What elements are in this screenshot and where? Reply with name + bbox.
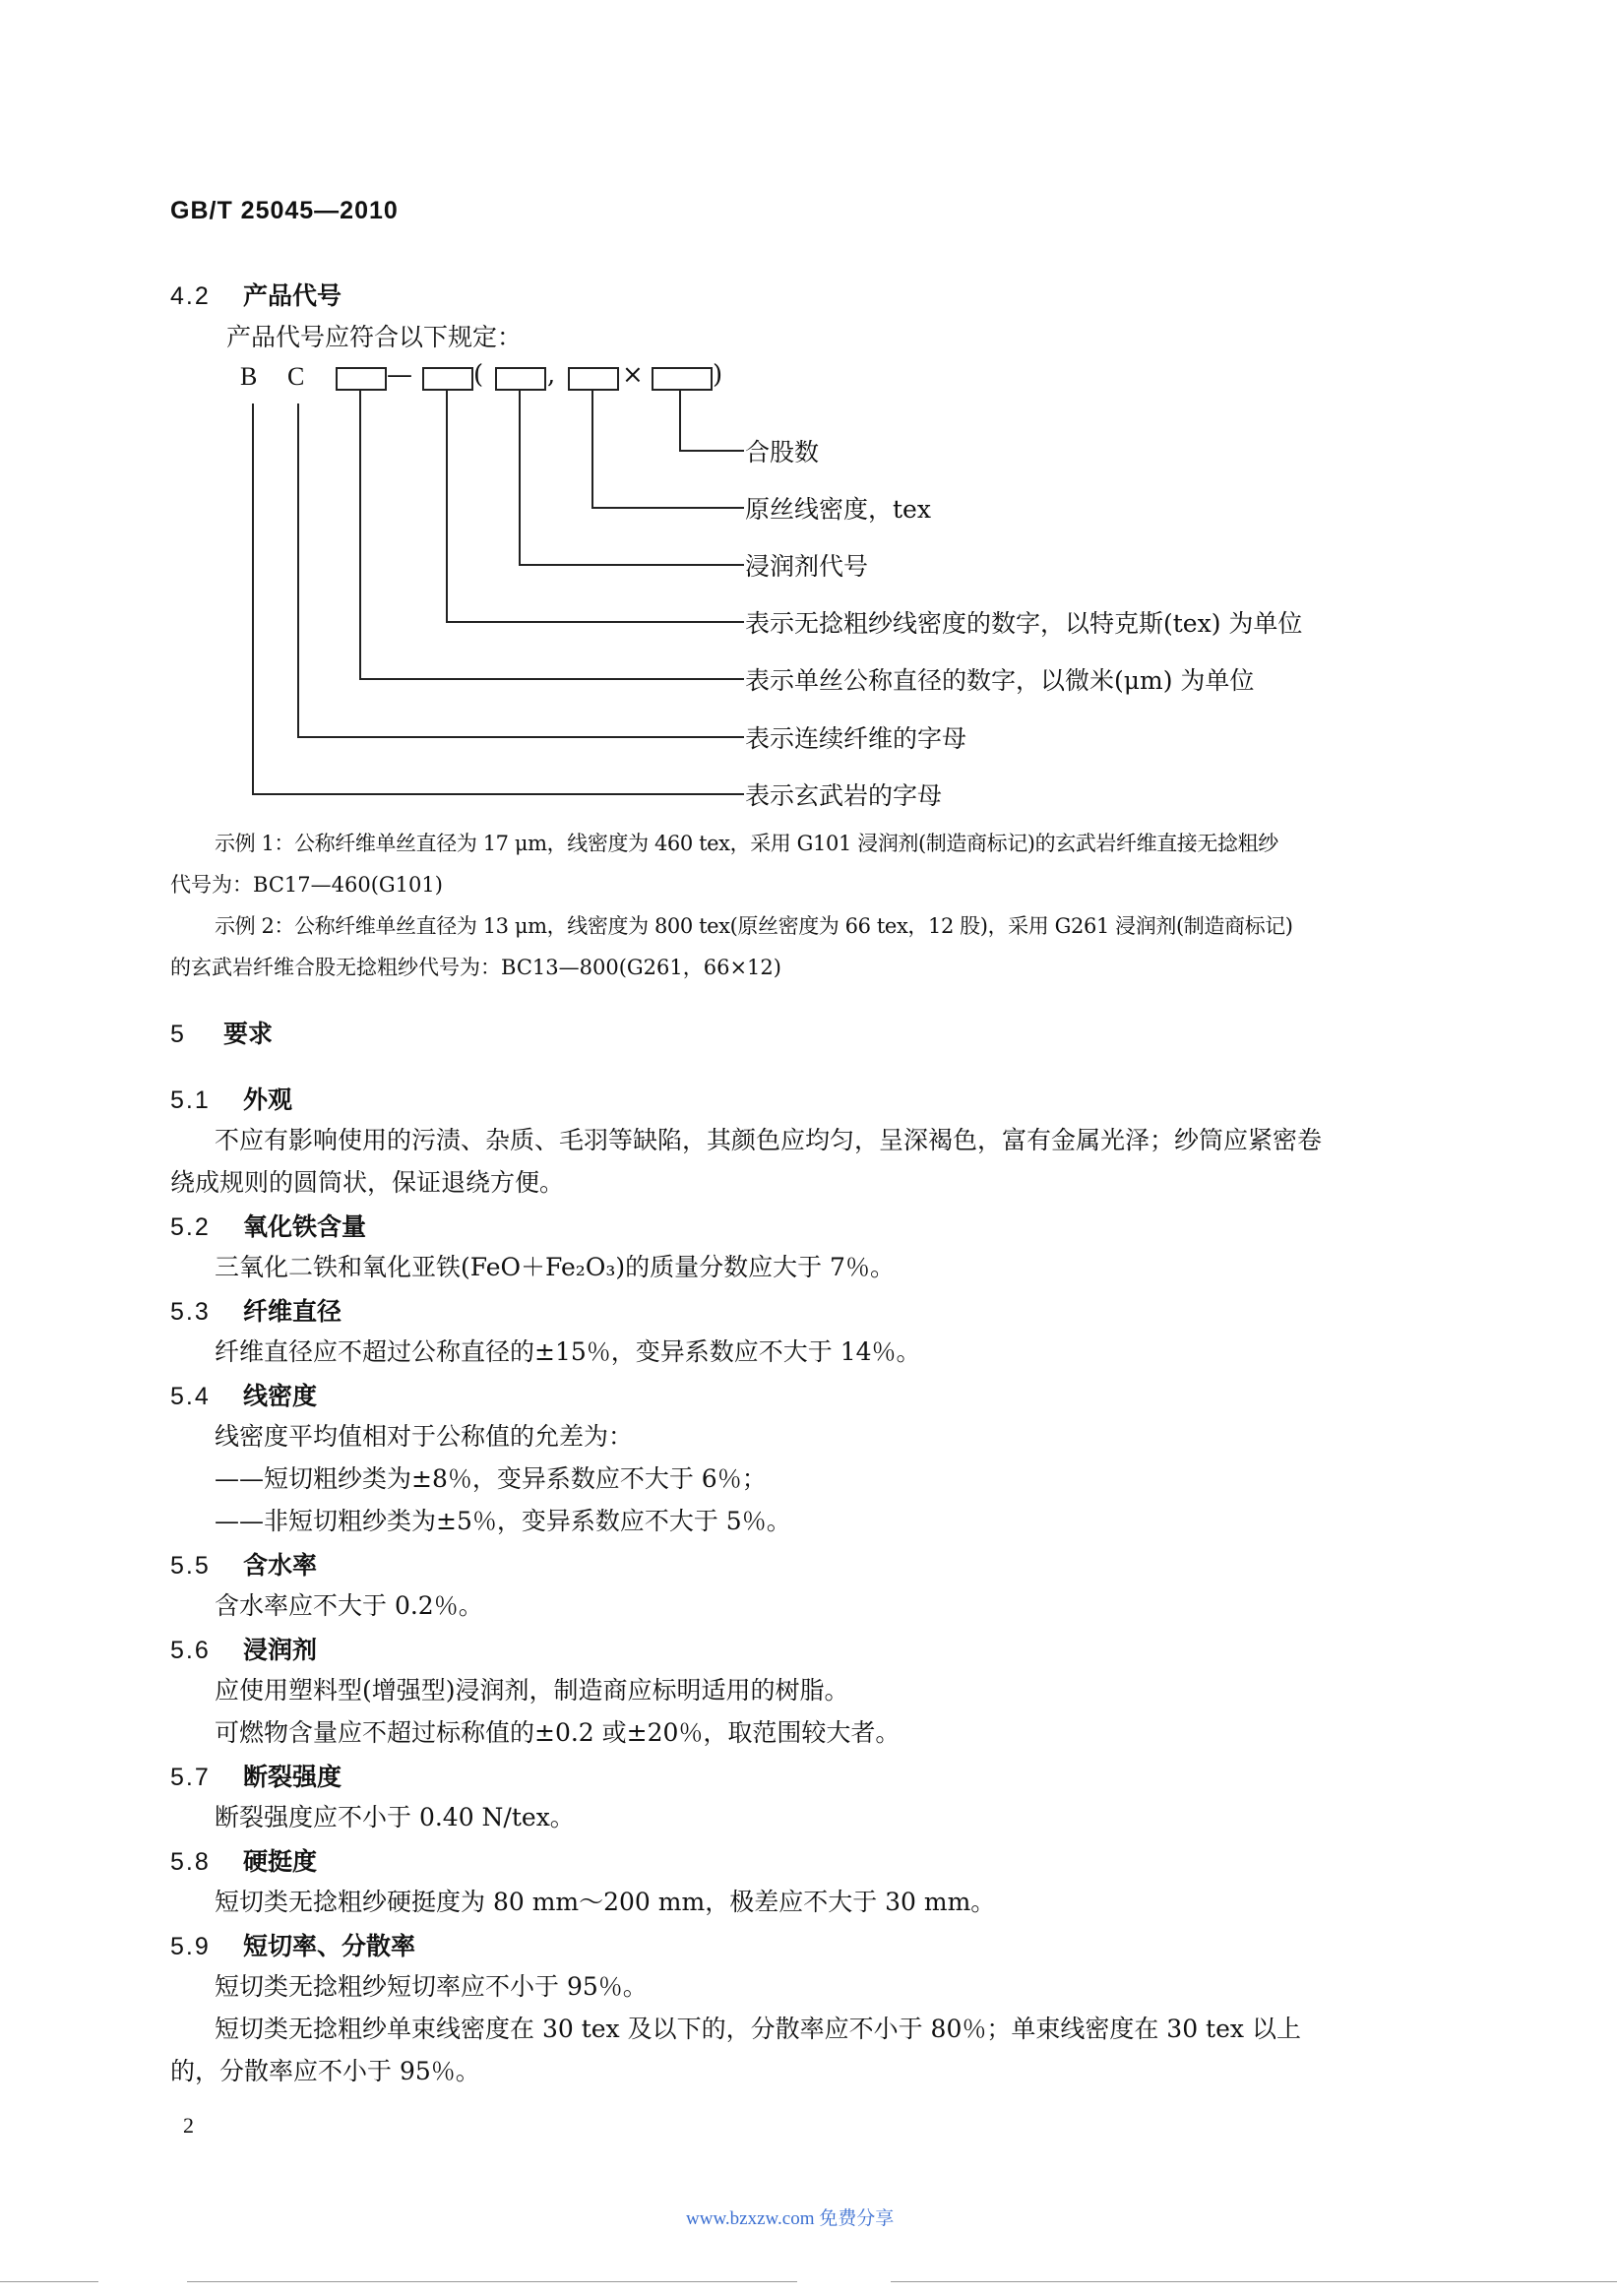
bottom-divider	[0, 2281, 98, 2282]
bottom-divider	[187, 2281, 797, 2282]
s51-line-1: 不应有影响使用的污渍、杂质、毛羽等缺陷，其颜色应均匀，呈深褐色，富有金属光泽；纱筒应紧密卷	[215, 1126, 1323, 1154]
code-box-sizing-agent	[495, 367, 546, 391]
section-number: 5.8	[170, 1848, 211, 1876]
section-5-3-heading	[170, 1292, 342, 1328]
s54-line-3: ——非短切粗纱类为±5％，变异系数应不大于 5％。	[215, 1507, 791, 1535]
label-continuous-fiber: 表示连续纤维的字母	[745, 724, 967, 753]
code-box-linear-density	[422, 367, 473, 391]
leader-line-horizontal	[297, 736, 744, 738]
section-title: 氧化铁含量	[243, 1212, 367, 1241]
s58-line-1: 短切类无捻粗纱硬挺度为 80 mm～200 mm，极差应不大于 30 mm。	[215, 1888, 996, 1916]
leader-line-horizontal	[519, 564, 744, 566]
section-number: 5.6	[170, 1637, 211, 1664]
label-roving-linear-density: 表示无捻粗纱线密度的数字，以特克斯(tex) 为单位	[745, 609, 1303, 638]
s56-line-2: 可燃物含量应不超过标称值的±0.2 或±20％，取范围较大者。	[215, 1718, 901, 1747]
code-letter-b: B	[240, 362, 258, 391]
section-number: 5	[170, 1021, 186, 1048]
section-5-6-heading	[170, 1631, 317, 1666]
leader-line-vertical	[252, 403, 254, 795]
leader-line-horizontal	[359, 678, 744, 680]
section-number: 5.1	[170, 1086, 211, 1114]
bottom-divider	[891, 2281, 1617, 2282]
section-title: 含水率	[243, 1551, 318, 1580]
section-number: 5.9	[170, 1933, 211, 1960]
code-box-strand-density	[568, 367, 619, 391]
watermark-text: www.bzxzw.com 免费分享	[686, 2208, 895, 2229]
section-number: 5.4	[170, 1383, 211, 1410]
section-title: 硬挺度	[243, 1847, 318, 1876]
leader-line-vertical	[679, 391, 681, 452]
s54-line-1: 线密度平均值相对于公称值的允差为：	[215, 1422, 634, 1451]
section-title: 断裂强度	[243, 1763, 342, 1791]
section-number: 4.2	[170, 282, 211, 310]
label-sizing-agent: 浸润剂代号	[745, 552, 869, 581]
s51-line-2: 绕成规则的圆筒状，保证退绕方便。	[170, 1168, 565, 1197]
section-4-2-heading	[170, 277, 342, 312]
s59-line-2: 短切类无捻粗纱单束线密度在 30 tex 及以下的，分散率应不小于 80％；单束线密度在 30 tex 以上	[215, 2015, 1301, 2043]
example-1-line-1: 示例 1：公称纤维单丝直径为 17 μm，线密度为 460 tex，采用 G101 浸润剂(制造商标记)的玄武岩纤维直接无捻粗纱	[215, 832, 1278, 855]
s56-line-1: 应使用塑料型(增强型)浸润剂，制造商应标明适用的树脂。	[215, 1676, 849, 1705]
standard-code: GB/T 25045—2010	[170, 197, 399, 224]
code-open-paren: (	[473, 360, 484, 390]
label-ply-count: 合股数	[745, 438, 820, 466]
s55-line-1: 含水率应不大于 0.2％。	[215, 1591, 483, 1620]
s52-line-1: 三氧化二铁和氧化亚铁(FeO＋Fe₂O₃)的质量分数应大于 7％。	[215, 1253, 895, 1281]
section-5-8-heading	[170, 1842, 317, 1878]
leader-line-vertical	[297, 403, 299, 738]
section-title: 短切率、分散率	[243, 1932, 416, 1960]
s59-line-1: 短切类无捻粗纱短切率应不小于 95％。	[215, 1972, 648, 2001]
section-title: 产品代号	[243, 281, 342, 310]
leader-line-horizontal	[446, 621, 744, 623]
section-number: 5.2	[170, 1213, 211, 1241]
code-box-ply-count	[652, 367, 713, 391]
example-2-line-1: 示例 2：公称纤维单丝直径为 13 μm，线密度为 800 tex(原丝密度为 66 tex，12 股)，采用 G261 浸润剂(制造商标记)	[215, 914, 1293, 938]
code-comma: ,	[547, 360, 556, 390]
code-close-paren: )	[713, 360, 723, 390]
s59-line-3: 的，分散率应不小于 95％。	[170, 2057, 480, 2085]
leader-line-vertical	[359, 391, 361, 680]
leader-line-vertical	[519, 391, 521, 566]
code-times: ×	[622, 360, 644, 390]
section-5-4-heading	[170, 1377, 317, 1412]
s53-line-1: 纤维直径应不超过公称直径的±15％，变异系数应不大于 14％。	[215, 1337, 921, 1366]
code-letter-c: C	[287, 362, 305, 391]
leader-line-vertical	[446, 391, 448, 623]
section-4-2-intro: 产品代号应符合以下规定：	[226, 323, 523, 351]
section-5-heading	[170, 1015, 273, 1050]
code-box-fiber-diameter	[336, 367, 387, 391]
section-5-5-heading	[170, 1546, 317, 1582]
section-number: 5.3	[170, 1298, 211, 1326]
section-number: 5.5	[170, 1552, 211, 1580]
section-title: 浸润剂	[243, 1636, 318, 1664]
example-2-line-2: 的玄武岩纤维合股无捻粗纱代号为：BC13—800(G261，66×12)	[170, 956, 781, 979]
section-5-1-heading	[170, 1081, 292, 1116]
section-5-9-heading	[170, 1927, 415, 1962]
label-basalt: 表示玄武岩的字母	[745, 781, 943, 810]
section-title: 纤维直径	[243, 1297, 342, 1326]
label-filament-diameter: 表示单丝公称直径的数字，以微米(μm) 为单位	[745, 666, 1255, 695]
section-5-2-heading	[170, 1208, 366, 1243]
section-5-7-heading	[170, 1758, 342, 1793]
section-title: 线密度	[243, 1382, 318, 1410]
s57-line-1: 断裂强度应不小于 0.40 N/tex。	[215, 1803, 575, 1831]
example-1-line-2: 代号为：BC17—460(G101)	[170, 873, 443, 897]
label-strand-density: 原丝线密度，tex	[745, 495, 931, 524]
code-dash: —	[387, 360, 412, 390]
leader-line-horizontal	[679, 450, 744, 452]
section-title: 要求	[223, 1020, 274, 1048]
s54-line-2: ——短切粗纱类为±8％，变异系数应不大于 6％；	[215, 1464, 767, 1493]
page-number: 2	[183, 2113, 194, 2138]
leader-line-horizontal	[252, 793, 744, 795]
leader-line-horizontal	[591, 507, 744, 509]
leader-line-vertical	[591, 391, 593, 509]
section-number: 5.7	[170, 1764, 211, 1791]
section-title: 外观	[243, 1086, 293, 1114]
